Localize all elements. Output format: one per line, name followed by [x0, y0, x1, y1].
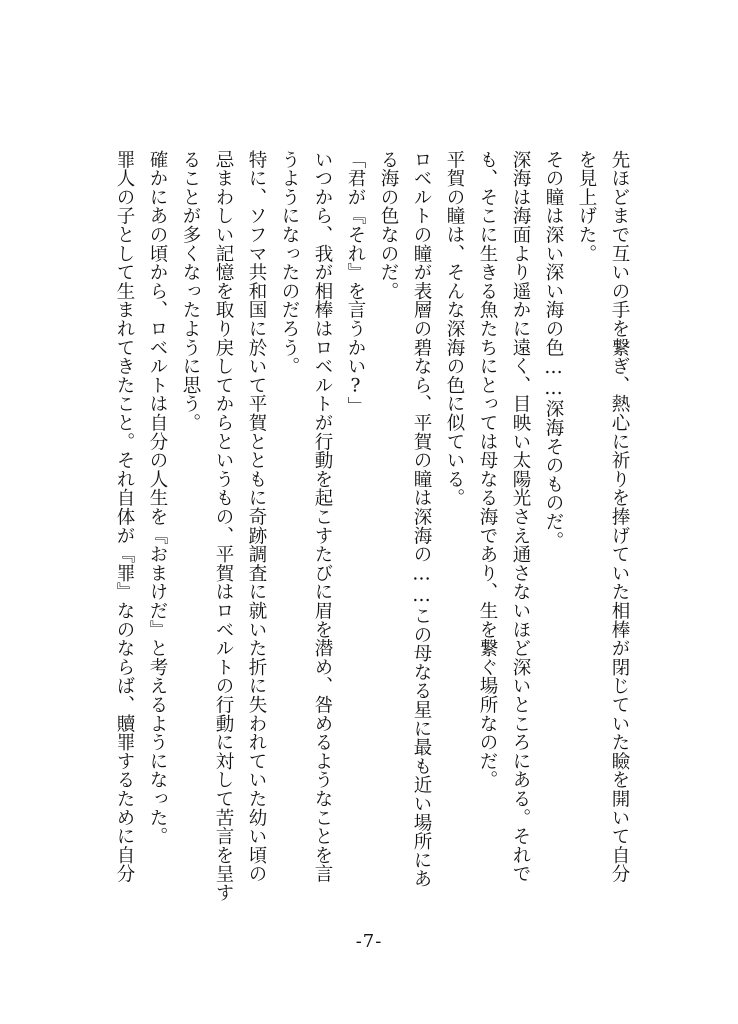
text-line: 忌まわしい記憶を取り戻してからというもの、平賀はロベルトの行動に対して苦言を呈す: [213, 150, 234, 902]
text-line: ロベルトの瞳が表層の碧なら、平賀の瞳は深海の……この母なる星に最も近い場所にあ: [411, 150, 432, 889]
text-line: も、そこに生きる魚たちにとっては母なる海であり、生を繋ぐ場所なのだ。: [477, 150, 498, 790]
text-line: その瞳は深い深い海の色……深海そのものだ。: [543, 150, 564, 550]
text-line: 確かにあの頃から、ロベルトは自分の人生を『おまけだ』と考えるようになった。: [147, 150, 168, 846]
text-line: 特に、ソフマ共和国に於いて平賀とともに奇跡調査に就いた折に失われていた幼い頃の: [246, 150, 267, 884]
text-line: を見上げた。: [576, 150, 597, 263]
text-line: 「君が『それ』を言うかい?」: [345, 150, 366, 416]
vertical-text-body: [108, 150, 636, 925]
text-line: うようになったのだろう。: [279, 150, 300, 376]
text-line: 罪人の子として生まれてきたこと。それ自体が『罪』なのならば、贖罪するために自分: [114, 150, 135, 884]
text-line: 平賀の瞳は、そんな深海の色に似ている。: [444, 150, 465, 508]
text-line: ることが多くなったように思う。: [180, 150, 201, 432]
page-number: -7-: [355, 931, 383, 952]
text-line: 深海は海面より遥かに遠く、目映い太陽光さえ通さないほど深いところにある。それで: [510, 150, 531, 884]
text-line: 先ほどまで互いの手を繋ぎ、熱心に祈りを捧げていた相棒が閉じていた瞼を開いて自分: [609, 150, 630, 884]
text-line: る海の色なのだ。: [378, 150, 399, 301]
text-line: いつから、我が相棒はロベルトが行動を起こすたびに眉を潜め、咎めるようなことを言: [312, 150, 333, 884]
